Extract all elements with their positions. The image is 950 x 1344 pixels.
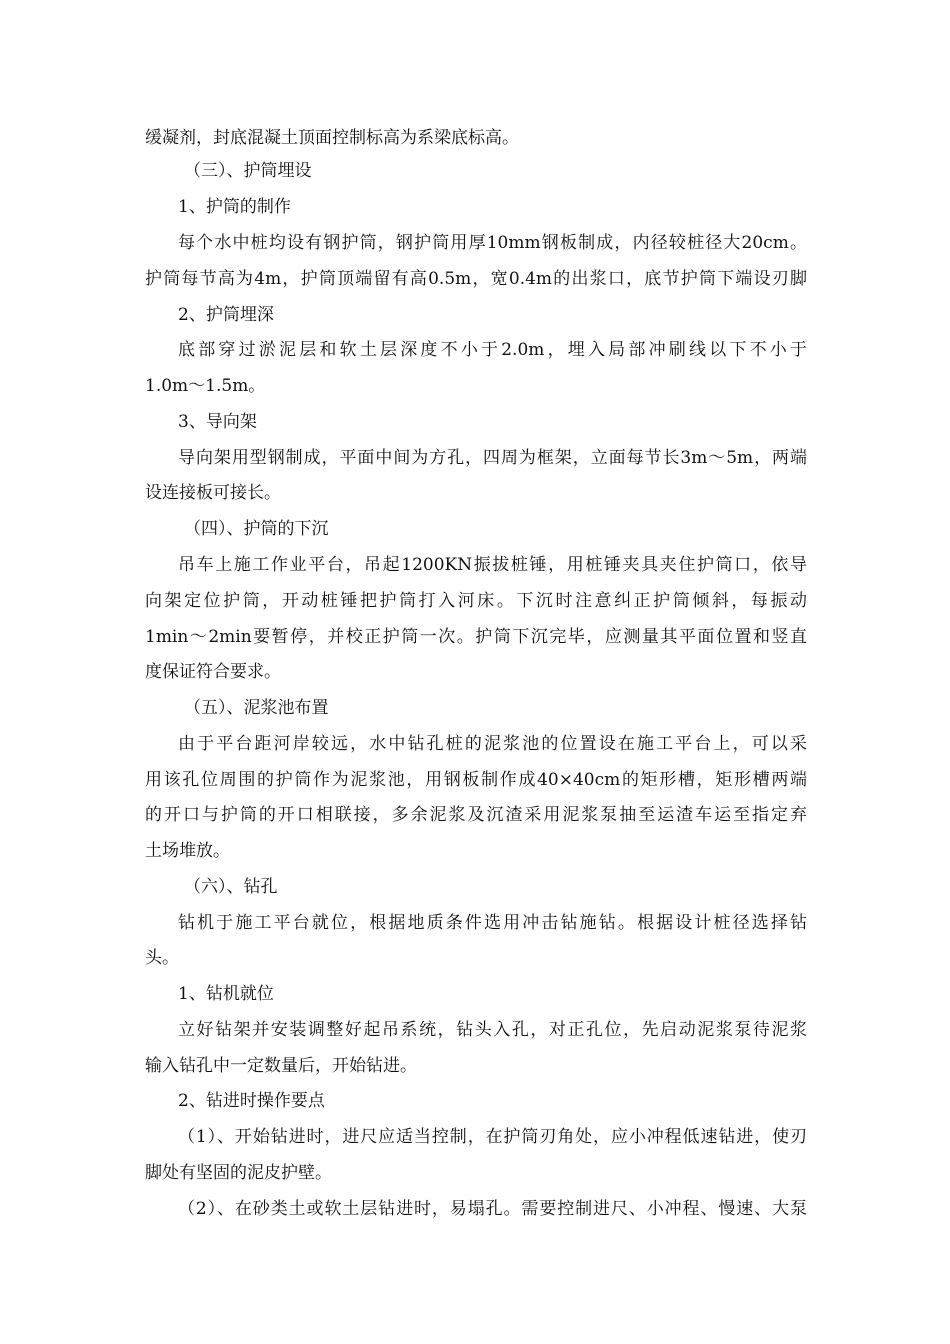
subsection-heading: 2、钻进时操作要点: [178, 1091, 325, 1111]
text-line: 由于平台距河岸较远，水中钻孔桩的泥浆池的位置设在施工平台上，可以采: [178, 734, 807, 754]
text-line: 设连接板可接长。: [145, 483, 281, 503]
text-line: 缓凝剂，封底混凝土顶面控制标高为系梁底标高。: [145, 128, 519, 148]
text-line: （1）、开始钻进时，进尺应适当控制，在护筒刃角处，应小冲程低速钻进，使刃: [178, 1127, 807, 1147]
text-line: 的开口与护筒的开口相联接，多余泥浆及沉渣采用泥浆泵抽至运渣车运至指定弃: [145, 805, 807, 825]
text-line: 头。: [145, 948, 179, 968]
text-line: （2）、在砂类土或软土层钻进时，易塌孔。需要控制进尺、小冲程、慢速、大泵: [178, 1199, 807, 1219]
text-line: 底部穿过淤泥层和软土层深度不小于2.0m，埋入局部冲刷线以下不小于: [178, 340, 807, 360]
text-line: 导向架用型钢制成，平面中间为方孔，四周为框架，立面每节长3m～5m，两端: [178, 448, 807, 468]
text-line: 每个水中桩均设有钢护筒，钢护筒用厚10mm钢板制成，内径较桩径大20cm。: [178, 233, 807, 253]
subsection-heading: 3、导向架: [178, 412, 257, 432]
subsection-heading: 2、护筒埋深: [178, 305, 274, 325]
text-line: 脚处有坚固的泥皮护壁。: [145, 1163, 332, 1183]
text-line: 1.0m～1.5m。: [145, 376, 266, 396]
section-heading: （三）、护筒埋设: [184, 161, 312, 181]
text-line: 1min～2min要暂停，并校正护筒一次。护筒下沉完毕，应测量其平面位置和竖直: [145, 627, 807, 647]
text-line: 用该孔位周围的护筒作为泥浆池，用钢板制作成40×40cm的矩形槽，矩形槽两端: [145, 770, 807, 790]
text-line: 度保证符合要求。: [145, 662, 281, 682]
subsection-heading: 1、护筒的制作: [178, 197, 291, 217]
text-line: 吊车上施工作业平台，吊起1200KN振拔桩锤，用桩锤夹具夹住护筒口，依导: [178, 555, 807, 575]
text-line: 向架定位护筒，开动桩锤把护筒打入河床。下沉时注意纠正护筒倾斜，每振动: [145, 591, 807, 611]
section-heading: （四）、护筒的下沉: [184, 519, 329, 539]
text-line: 输入钻孔中一定数量后，开始钻进。: [145, 1056, 417, 1076]
subsection-heading: 1、钻机就位: [178, 984, 274, 1004]
section-heading: （五）、泥浆池布置: [184, 698, 329, 718]
text-line: 护筒每节高为4m，护筒顶端留有高0.5m，宽0.4m的出浆口，底节护筒下端设刃脚: [145, 269, 807, 289]
text-line: 钻机于施工平台就位，根据地质条件选用冲击钻施钻。根据设计桩径选择钻: [178, 913, 807, 933]
section-heading: （六）、钻孔: [184, 877, 278, 897]
text-line: 土场堆放。: [145, 841, 230, 861]
text-line: 立好钻架并安装调整好起吊系统，钻头入孔，对正孔位，先启动泥浆泵待泥浆: [178, 1020, 807, 1040]
